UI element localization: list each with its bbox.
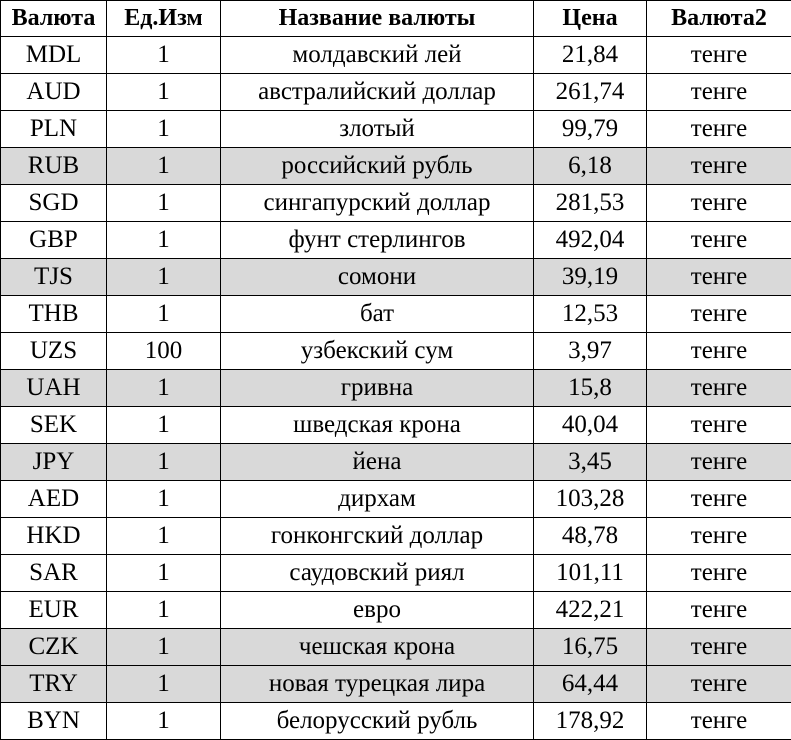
- table-row: [1, 148, 791, 185]
- cell-currency-code: AUD: [1, 74, 107, 111]
- cell-price: 15,8: [534, 370, 647, 407]
- table-row: [1, 481, 791, 518]
- cell-price: 21,84: [534, 37, 647, 74]
- cell-currency2: тенге: [647, 703, 791, 740]
- cell-currency2: тенге: [647, 148, 791, 185]
- header-currency-name: Название валюты: [221, 1, 534, 37]
- cell-currency-name: евро: [221, 592, 534, 629]
- cell-currency-code: JPY: [1, 444, 107, 481]
- cell-unit: 1: [107, 259, 221, 296]
- cell-currency2: тенге: [647, 296, 791, 333]
- cell-price: 422,21: [534, 592, 647, 629]
- cell-price: 103,28: [534, 481, 647, 518]
- cell-unit: 1: [107, 370, 221, 407]
- table-row: [1, 37, 791, 74]
- cell-currency-name: чешская крона: [221, 629, 534, 666]
- cell-currency-name: гонконгский доллар: [221, 518, 534, 555]
- cell-unit: 1: [107, 444, 221, 481]
- cell-currency2: тенге: [647, 37, 791, 74]
- cell-unit: 1: [107, 629, 221, 666]
- table-row: [1, 111, 791, 148]
- header-currency2: Валюта2: [647, 1, 791, 37]
- cell-price: 48,78: [534, 518, 647, 555]
- cell-currency-code: SAR: [1, 555, 107, 592]
- cell-price: 492,04: [534, 222, 647, 259]
- cell-unit: 1: [107, 481, 221, 518]
- cell-price: 101,11: [534, 555, 647, 592]
- table-row: [1, 259, 791, 296]
- cell-price: 3,97: [534, 333, 647, 370]
- cell-currency-code: SGD: [1, 185, 107, 222]
- cell-currency-code: HKD: [1, 518, 107, 555]
- table-row: [1, 407, 791, 444]
- cell-currency-code: AED: [1, 481, 107, 518]
- cell-price: 3,45: [534, 444, 647, 481]
- cell-unit: 1: [107, 703, 221, 740]
- cell-unit: 100: [107, 333, 221, 370]
- cell-currency-name: новая турецкая лира: [221, 666, 534, 703]
- cell-unit: 1: [107, 111, 221, 148]
- cell-currency2: тенге: [647, 111, 791, 148]
- cell-currency-code: BYN: [1, 703, 107, 740]
- cell-price: 6,18: [534, 148, 647, 185]
- cell-currency-code: MDL: [1, 37, 107, 74]
- cell-currency-name: российский рубль: [221, 148, 534, 185]
- cell-currency2: тенге: [647, 555, 791, 592]
- cell-currency2: тенге: [647, 222, 791, 259]
- cell-unit: 1: [107, 148, 221, 185]
- cell-unit: 1: [107, 592, 221, 629]
- cell-currency-code: PLN: [1, 111, 107, 148]
- cell-price: 16,75: [534, 629, 647, 666]
- cell-price: 12,53: [534, 296, 647, 333]
- cell-currency2: тенге: [647, 518, 791, 555]
- header-unit: Ед.Изм: [107, 1, 221, 37]
- table-row: [1, 370, 791, 407]
- cell-unit: 1: [107, 666, 221, 703]
- header-currency: Валюта: [1, 1, 107, 37]
- table-row: [1, 518, 791, 555]
- cell-currency-name: сингапурский доллар: [221, 185, 534, 222]
- cell-currency-code: UZS: [1, 333, 107, 370]
- table-row: [1, 296, 791, 333]
- table-row: [1, 333, 791, 370]
- cell-currency-name: молдавский лей: [221, 37, 534, 74]
- cell-unit: 1: [107, 37, 221, 74]
- cell-currency2: тенге: [647, 666, 791, 703]
- cell-currency-code: THB: [1, 296, 107, 333]
- table-row: [1, 666, 791, 703]
- cell-currency2: тенге: [647, 259, 791, 296]
- cell-currency-code: RUB: [1, 148, 107, 185]
- cell-unit: 1: [107, 407, 221, 444]
- cell-currency-name: сомони: [221, 259, 534, 296]
- cell-currency2: тенге: [647, 629, 791, 666]
- cell-unit: 1: [107, 555, 221, 592]
- cell-currency-name: бат: [221, 296, 534, 333]
- table-row: [1, 444, 791, 481]
- cell-currency-name: йена: [221, 444, 534, 481]
- table-row: [1, 222, 791, 259]
- cell-unit: 1: [107, 518, 221, 555]
- cell-currency-code: EUR: [1, 592, 107, 629]
- cell-price: 281,53: [534, 185, 647, 222]
- cell-currency-name: шведская крона: [221, 407, 534, 444]
- cell-price: 64,44: [534, 666, 647, 703]
- table-body: [1, 37, 791, 740]
- cell-price: 261,74: [534, 74, 647, 111]
- cell-currency-name: узбекский сум: [221, 333, 534, 370]
- cell-currency-name: дирхам: [221, 481, 534, 518]
- cell-currency-code: UAH: [1, 370, 107, 407]
- cell-currency2: тенге: [647, 333, 791, 370]
- cell-currency-name: австралийский доллар: [221, 74, 534, 111]
- cell-price: 39,19: [534, 259, 647, 296]
- cell-unit: 1: [107, 296, 221, 333]
- cell-currency2: тенге: [647, 185, 791, 222]
- cell-currency-name: злотый: [221, 111, 534, 148]
- cell-currency2: тенге: [647, 407, 791, 444]
- header-price: Цена: [534, 1, 647, 37]
- cell-currency2: тенге: [647, 74, 791, 111]
- cell-currency-code: CZK: [1, 629, 107, 666]
- cell-currency2: тенге: [647, 370, 791, 407]
- table-header: [1, 1, 791, 37]
- cell-currency-code: SEK: [1, 407, 107, 444]
- cell-unit: 1: [107, 185, 221, 222]
- table-row: [1, 74, 791, 111]
- table-row: [1, 555, 791, 592]
- cell-unit: 1: [107, 74, 221, 111]
- header-row: [1, 1, 791, 37]
- table-row: [1, 703, 791, 740]
- cell-currency-name: фунт стерлингов: [221, 222, 534, 259]
- cell-currency2: тенге: [647, 592, 791, 629]
- cell-unit: 1: [107, 222, 221, 259]
- cell-price: 40,04: [534, 407, 647, 444]
- cell-currency2: тенге: [647, 481, 791, 518]
- table-row: [1, 592, 791, 629]
- cell-currency-code: GBP: [1, 222, 107, 259]
- table-row: [1, 629, 791, 666]
- table-row: [1, 185, 791, 222]
- cell-currency2: тенге: [647, 444, 791, 481]
- cell-price: 99,79: [534, 111, 647, 148]
- cell-currency-code: TJS: [1, 259, 107, 296]
- cell-price: 178,92: [534, 703, 647, 740]
- cell-currency-name: белорусский рубль: [221, 703, 534, 740]
- cell-currency-name: гривна: [221, 370, 534, 407]
- cell-currency-name: саудовский риял: [221, 555, 534, 592]
- cell-currency-code: TRY: [1, 666, 107, 703]
